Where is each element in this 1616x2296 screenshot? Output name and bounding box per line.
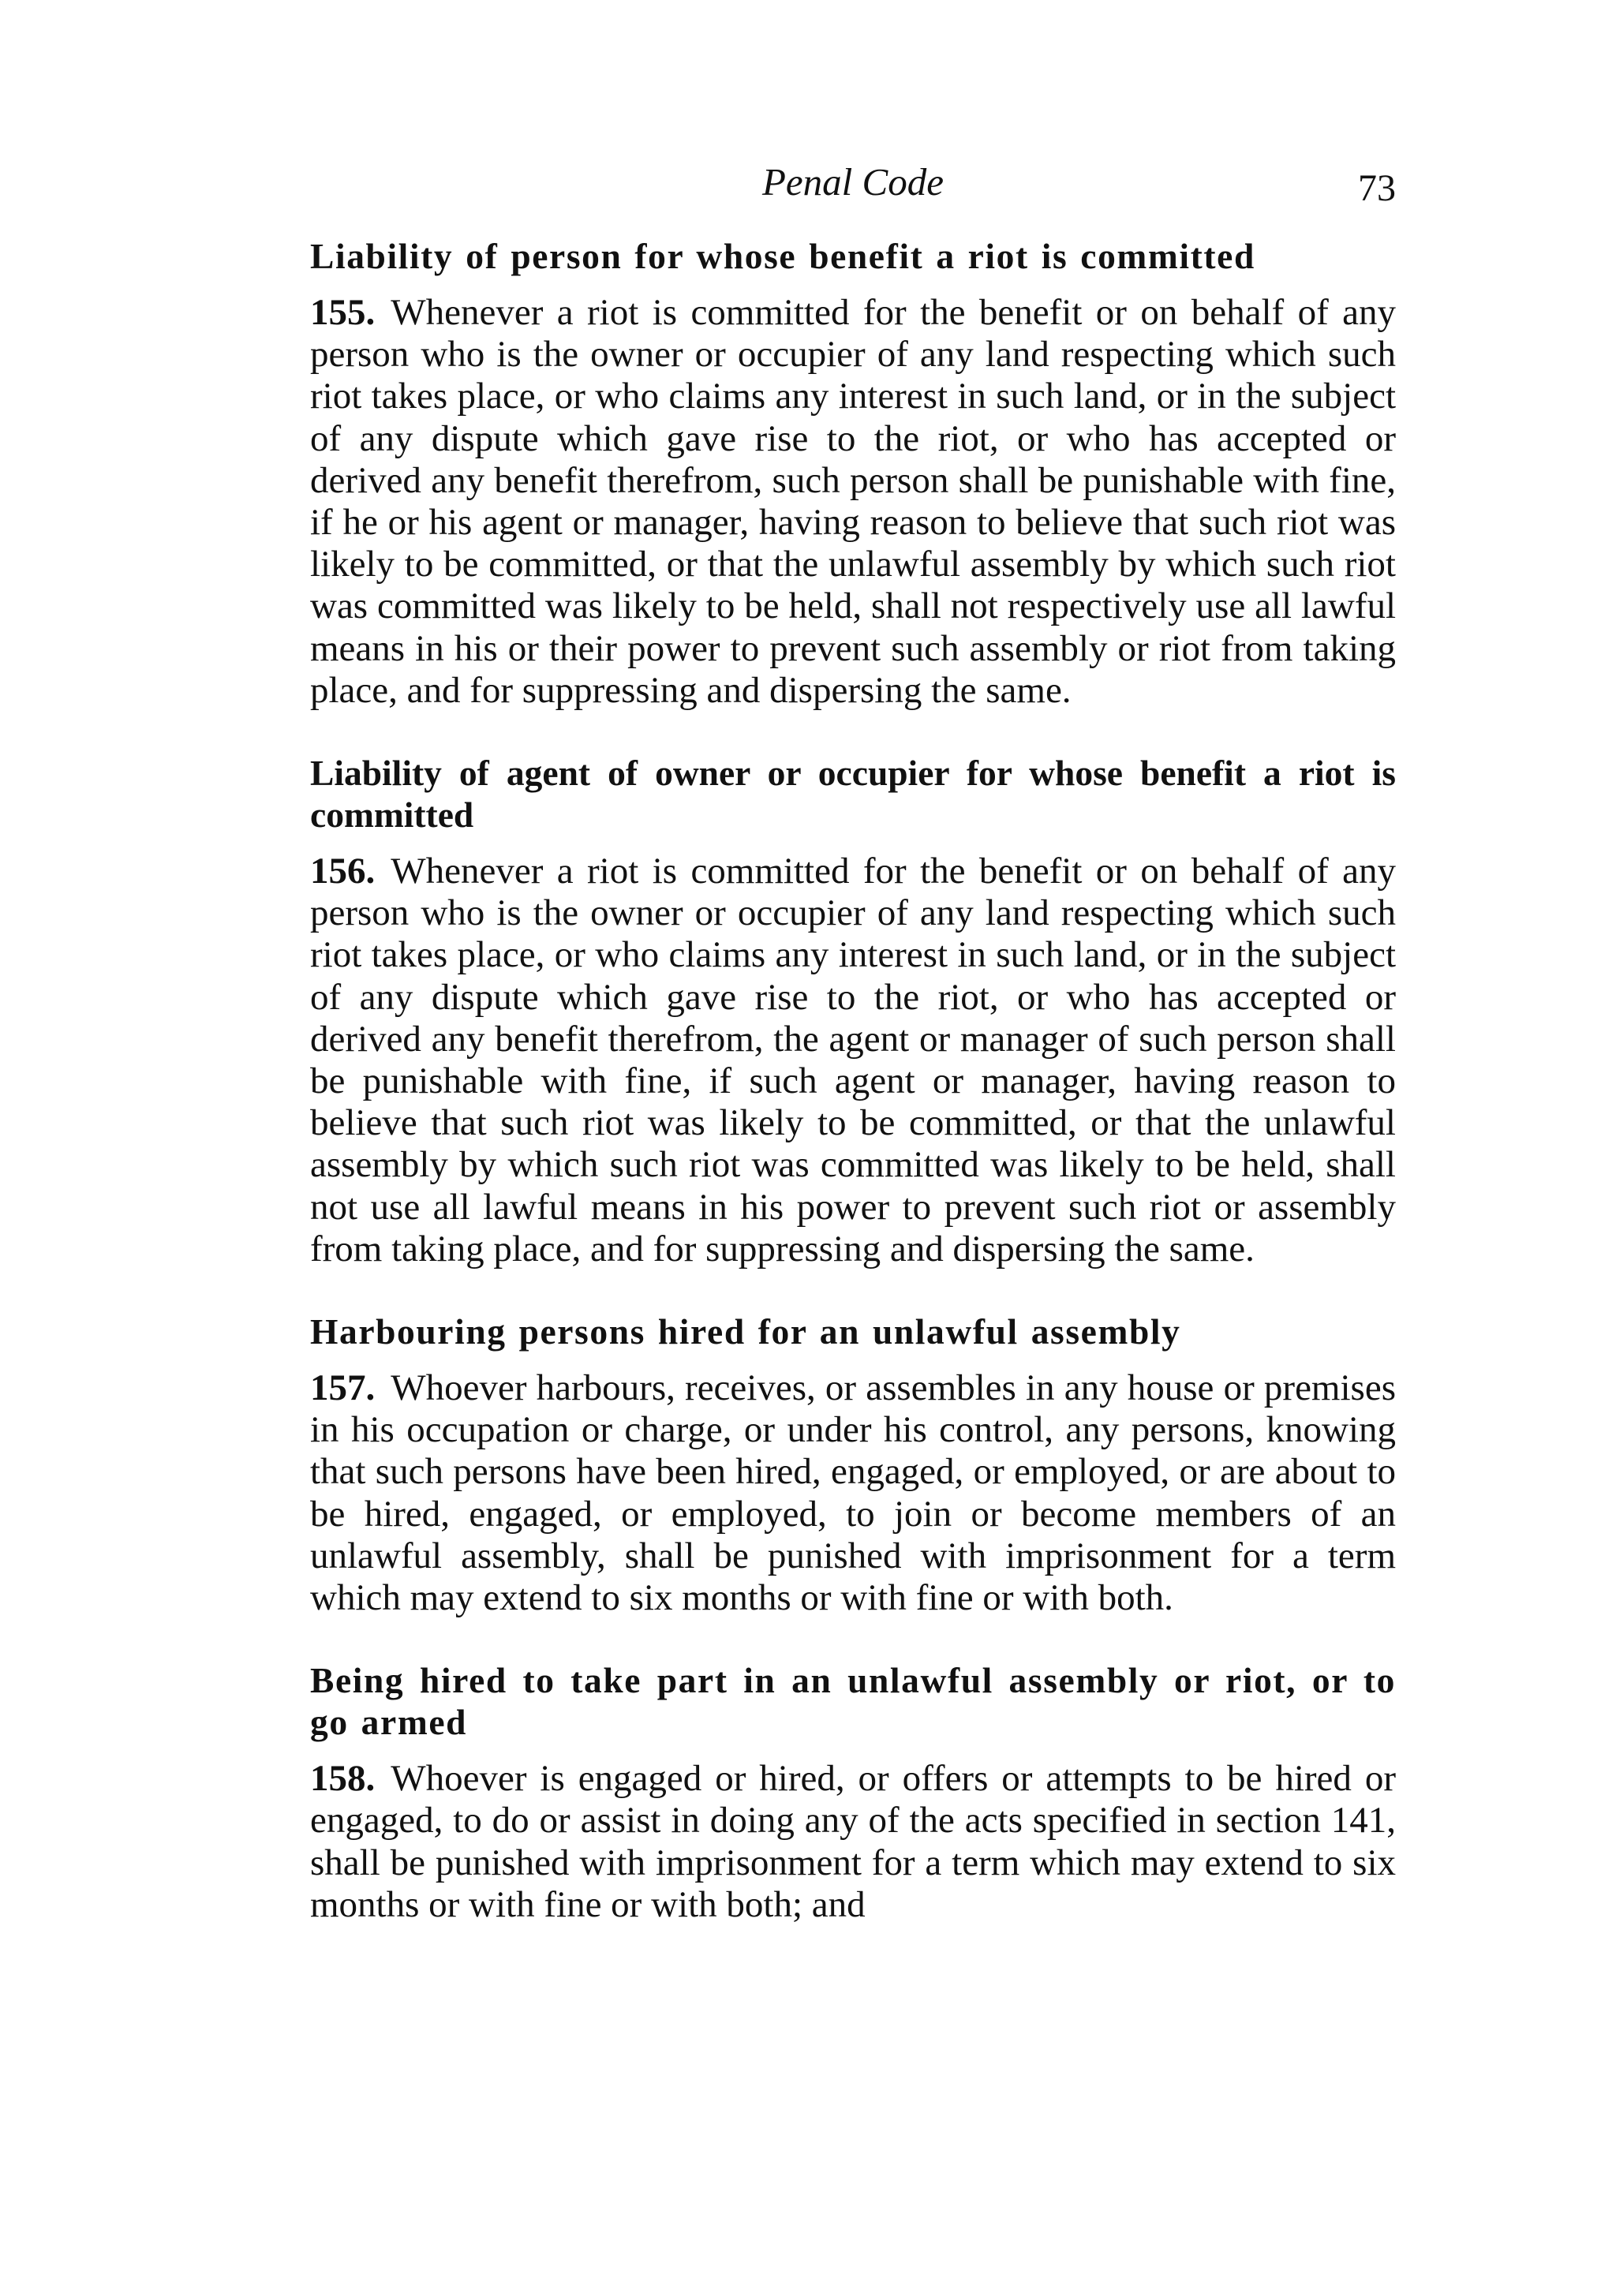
section-body-text: Whenever a riot is committed for the benefit or on behalf of any person who is the owner or occupier of any land respecting which such riot takes place, or who claims any interest in such land, or in the subject of any dispute which gave rise to the riot, or who has accepted or derived any benefit therefrom, such person shall be punishable with fine, if he or his agent or manager, having reason to believe that such riot was likely to be committed, or that the unlawful assembly by which such riot was committed was likely to be held, shall not respectively use all lawful means in his or their power to prevent such assembly or riot from taking place, and for suppressing and dispersing the same. — [310, 292, 1396, 711]
section-number: 156. — [310, 851, 376, 892]
section-heading: Liability of agent of owner or occupier for whose benefit a riot is committed — [310, 753, 1396, 836]
section-text — [310, 1758, 1396, 1926]
section-text — [310, 292, 1396, 712]
section-number: 155. — [310, 292, 376, 333]
section-heading: Harbouring persons hired for an unlawful assembly — [310, 1311, 1181, 1352]
page-number: 73 — [1358, 167, 1396, 209]
section-text — [310, 851, 1396, 1270]
section-number: 158. — [310, 1758, 376, 1800]
section-155 — [310, 235, 1396, 712]
section-body-text: Whoever is engaged or hired, or offers or attempts to be hired or engaged, to do or assist in doing any of the acts specified in section 141, shall be punished with imprisonment for a term which may extend to six months or with fine or with both; and — [310, 1758, 1396, 1925]
page-header — [310, 155, 1396, 210]
section-156 — [310, 752, 1396, 1270]
section-158 — [310, 1659, 1396, 1926]
section-heading: Being hired to take part in an unlawful assembly or riot, or to go armed — [310, 1660, 1396, 1743]
running-title: Penal Code — [762, 160, 944, 204]
document-body — [310, 235, 1396, 1966]
section-heading: Liability of person for whose benefit a riot is committed — [310, 236, 1255, 276]
section-text — [310, 1367, 1396, 1619]
section-157 — [310, 1311, 1396, 1619]
section-body-text: Whoever harbours, receives, or assembles in any house or premises in his occupation or charge, or under his control, any persons, knowing that such persons have been hired, engaged, or employed, or are about to be hired, engaged, or employed, to join or become members of an unlawful assembly, shall be punished with imprisonment for a term which may extend to six months or with fine or with both. — [310, 1367, 1396, 1619]
section-body-text: Whenever a riot is committed for the benefit or on behalf of any person who is the owner or occupier of any land respecting which such riot takes place, or who claims any interest in such land, or in the subject of any dispute which gave rise to the riot, or who has accepted or derived any benefit therefrom, the agent or manager of such person shall be punishable with fine, if such agent or manager, having reason to believe that such riot was likely to be committed, or that the unlawful assembly by which such riot was committed was likely to be held, shall not use all lawful means in his power to prevent such riot or assembly from taking place, and for suppressing and dispersing the same. — [310, 851, 1396, 1270]
section-number: 157. — [310, 1367, 376, 1409]
